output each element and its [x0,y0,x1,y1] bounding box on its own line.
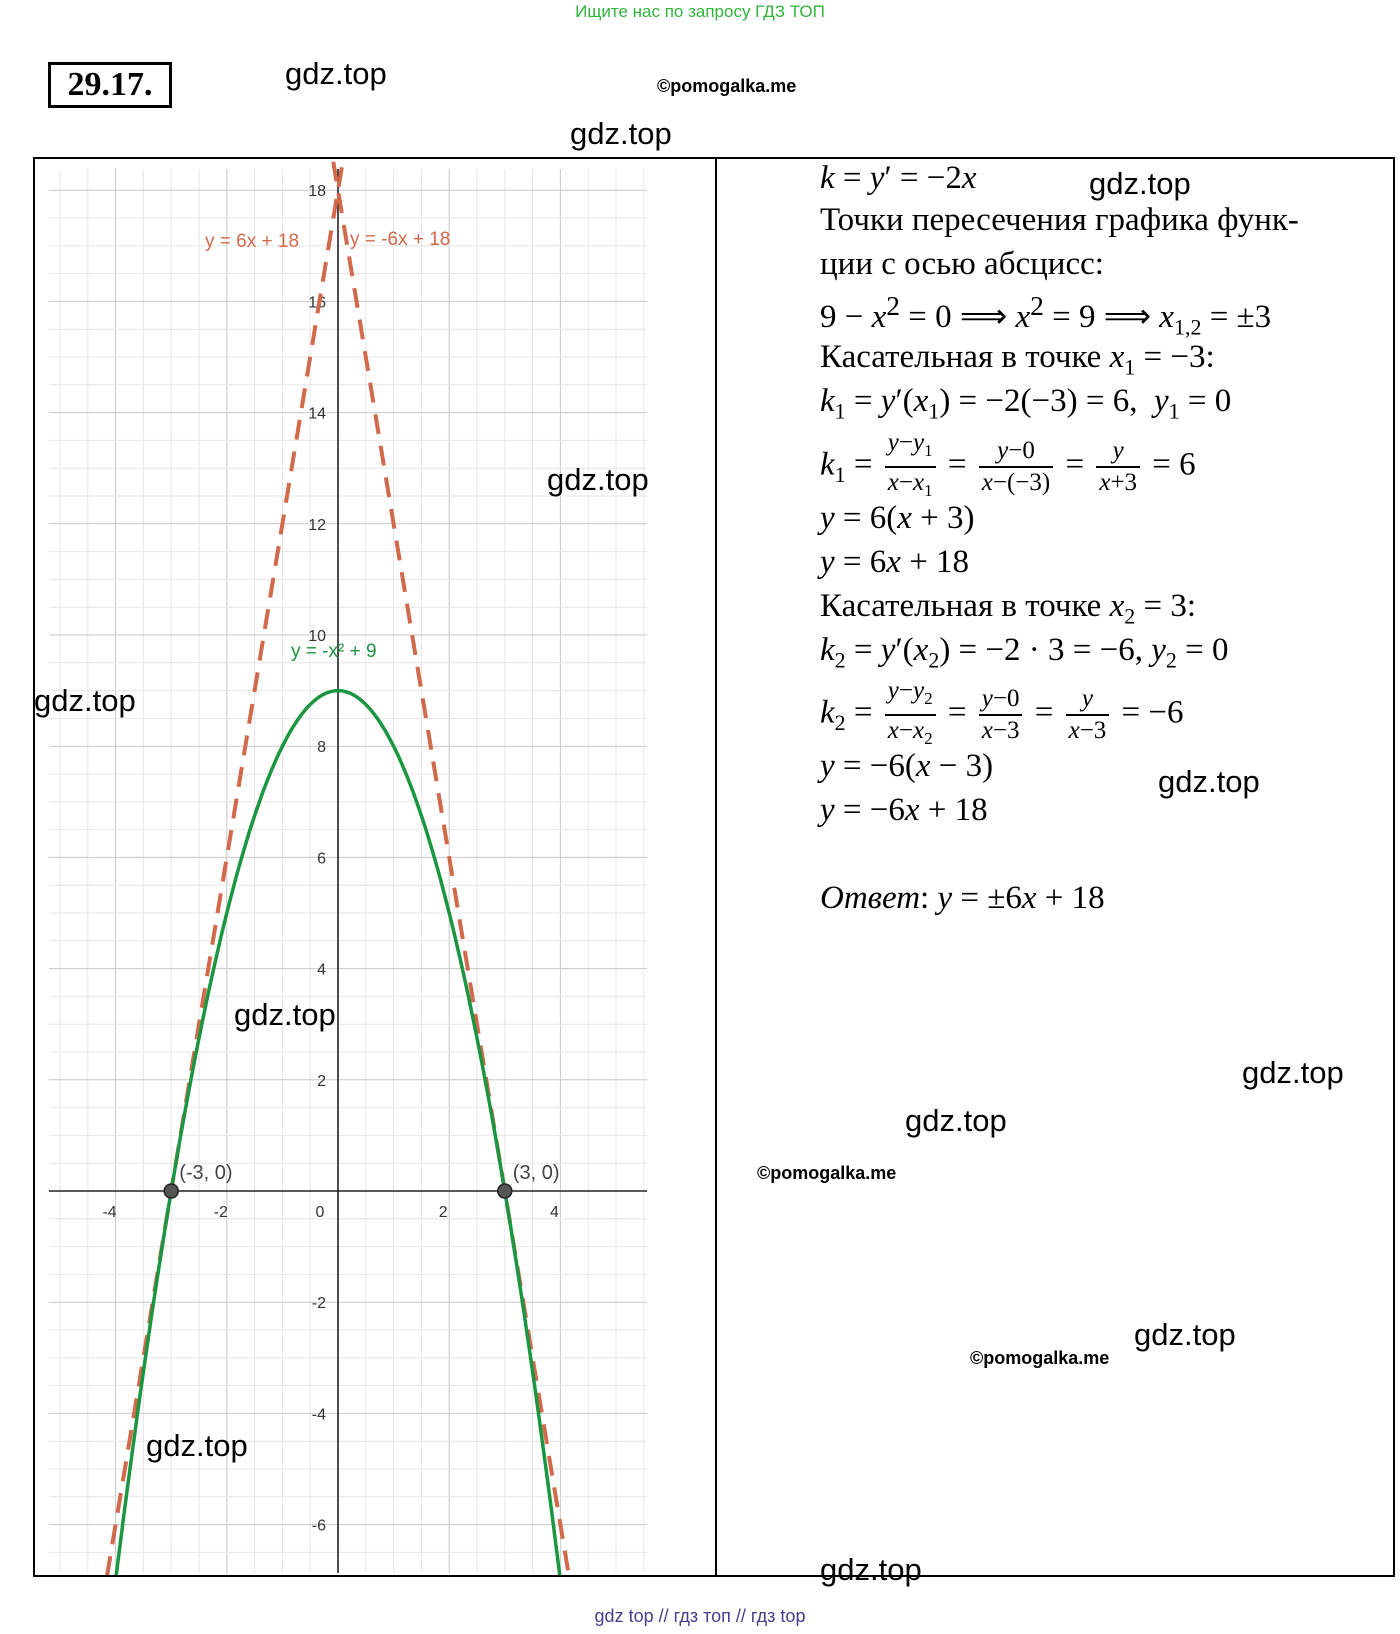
intersection-point [164,1184,178,1198]
parabola-label: y = -x² + 9 [291,641,377,662]
solution-line-2: Точки пересечения графика функ- [820,202,1299,238]
copyright-mark: ©pomogalka.me [757,1163,897,1183]
watermark: gdz.top [285,56,387,91]
y-tick-label: 12 [308,516,326,534]
solution-line-12: $k_2$ = $\frac{y-y_2}{x-x_2}$ = $\frac{y-0}{x-3}$ = $\frac{y}{x-3}$ = −6 [820,677,1184,748]
y-tick-label: 8 [317,739,326,757]
solution-line-9: y = 6x + 18 [820,544,970,580]
search-hint: Ищите нас по запросу ГДЗ ТОП [575,2,825,21]
copyright-mark: ©pomogalka.me [970,1348,1110,1368]
solution-line-5: Касательная в точке $x_1 = -3$: [820,339,1215,380]
solution-line-7: $k_1$ = $\frac{y-y_1}{x-x_1}$ = $\frac{y-0}{x-(-3)}$ = $\frac{y}{x+3}$ = 6 [820,429,1196,500]
function-graph [35,159,713,1575]
x-tick-label: 4 [549,1204,559,1221]
watermark: gdz.top [234,997,336,1032]
y-tick-label: 16 [308,294,326,312]
x-tick-label: 0 [315,1204,325,1221]
y-tick-label: 14 [308,405,326,423]
solution-line-14: y = −6x + 18 [820,792,988,828]
point-label: (3, 0) [512,1162,560,1184]
solution-line-11: $k_2 = y'(x_2) = -2 \cdot 3 = -6$, $y_2 = 0$ [820,632,1229,673]
y-tick-label: 6 [317,850,326,868]
intersection-point [498,1184,512,1198]
watermark: gdz.top [1134,1317,1236,1352]
copyright-mark: ©pomogalka.me [657,76,797,96]
watermark: gdz.top [905,1103,1007,1138]
y-tick-label: 2 [317,1072,326,1090]
watermark: gdz.top [547,462,649,497]
column-divider [715,157,717,1577]
answer-label: Ответ [820,880,921,916]
tangent-line-1-label: y = 6x + 18 [205,231,300,252]
watermark: gdz.top [1158,764,1260,799]
problem-number: 29.17. [48,62,172,108]
x-tick-label: -2 [213,1204,228,1221]
watermark: gdz.top [146,1428,248,1463]
watermark: gdz.top [820,1552,922,1587]
x-tick-label: 2 [438,1204,448,1221]
x-tick-label: -4 [102,1204,117,1221]
solution-line-4: $9 - x^2 = 0$ ⟹ $x^2 = 9$ ⟹ $x_{1,2} = \pm 3$ [820,290,1272,340]
y-tick-label: 4 [317,961,326,979]
watermark: gdz.top [1242,1055,1344,1090]
y-tick-label: 18 [308,183,326,201]
tangent-line-2-label: y = -6x + 18 [350,229,451,250]
watermark: gdz.top [570,116,672,151]
solution-line-3: ции с осью абсцисс: [820,246,1104,282]
answer-line: Ответ: y = ±6x + 18 [820,880,1105,916]
y-tick-label: -2 [311,1295,326,1313]
solution-line-13: y = −6(x − 3) [820,748,994,784]
solution-line-1: k = y′ = −2x [820,160,977,196]
solution-line-10: Касательная в точке $x_2 = 3$: [820,588,1196,629]
y-tick-label: -6 [311,1517,326,1535]
watermark: gdz.top [1089,166,1191,201]
point-label: (-3, 0) [179,1162,233,1184]
footer-links: gdz top // гдз топ // гдз top [594,1606,806,1626]
watermark: gdz.top [34,683,136,718]
y-tick-label: 10 [308,628,326,645]
y-tick-label: -4 [311,1406,326,1424]
solution-line-8: y = 6(x + 3) [820,500,975,536]
solution-line-6: $k_1 = y'(x_1) = -2(-3) = 6$, $y_1 = 0$ [820,383,1232,424]
